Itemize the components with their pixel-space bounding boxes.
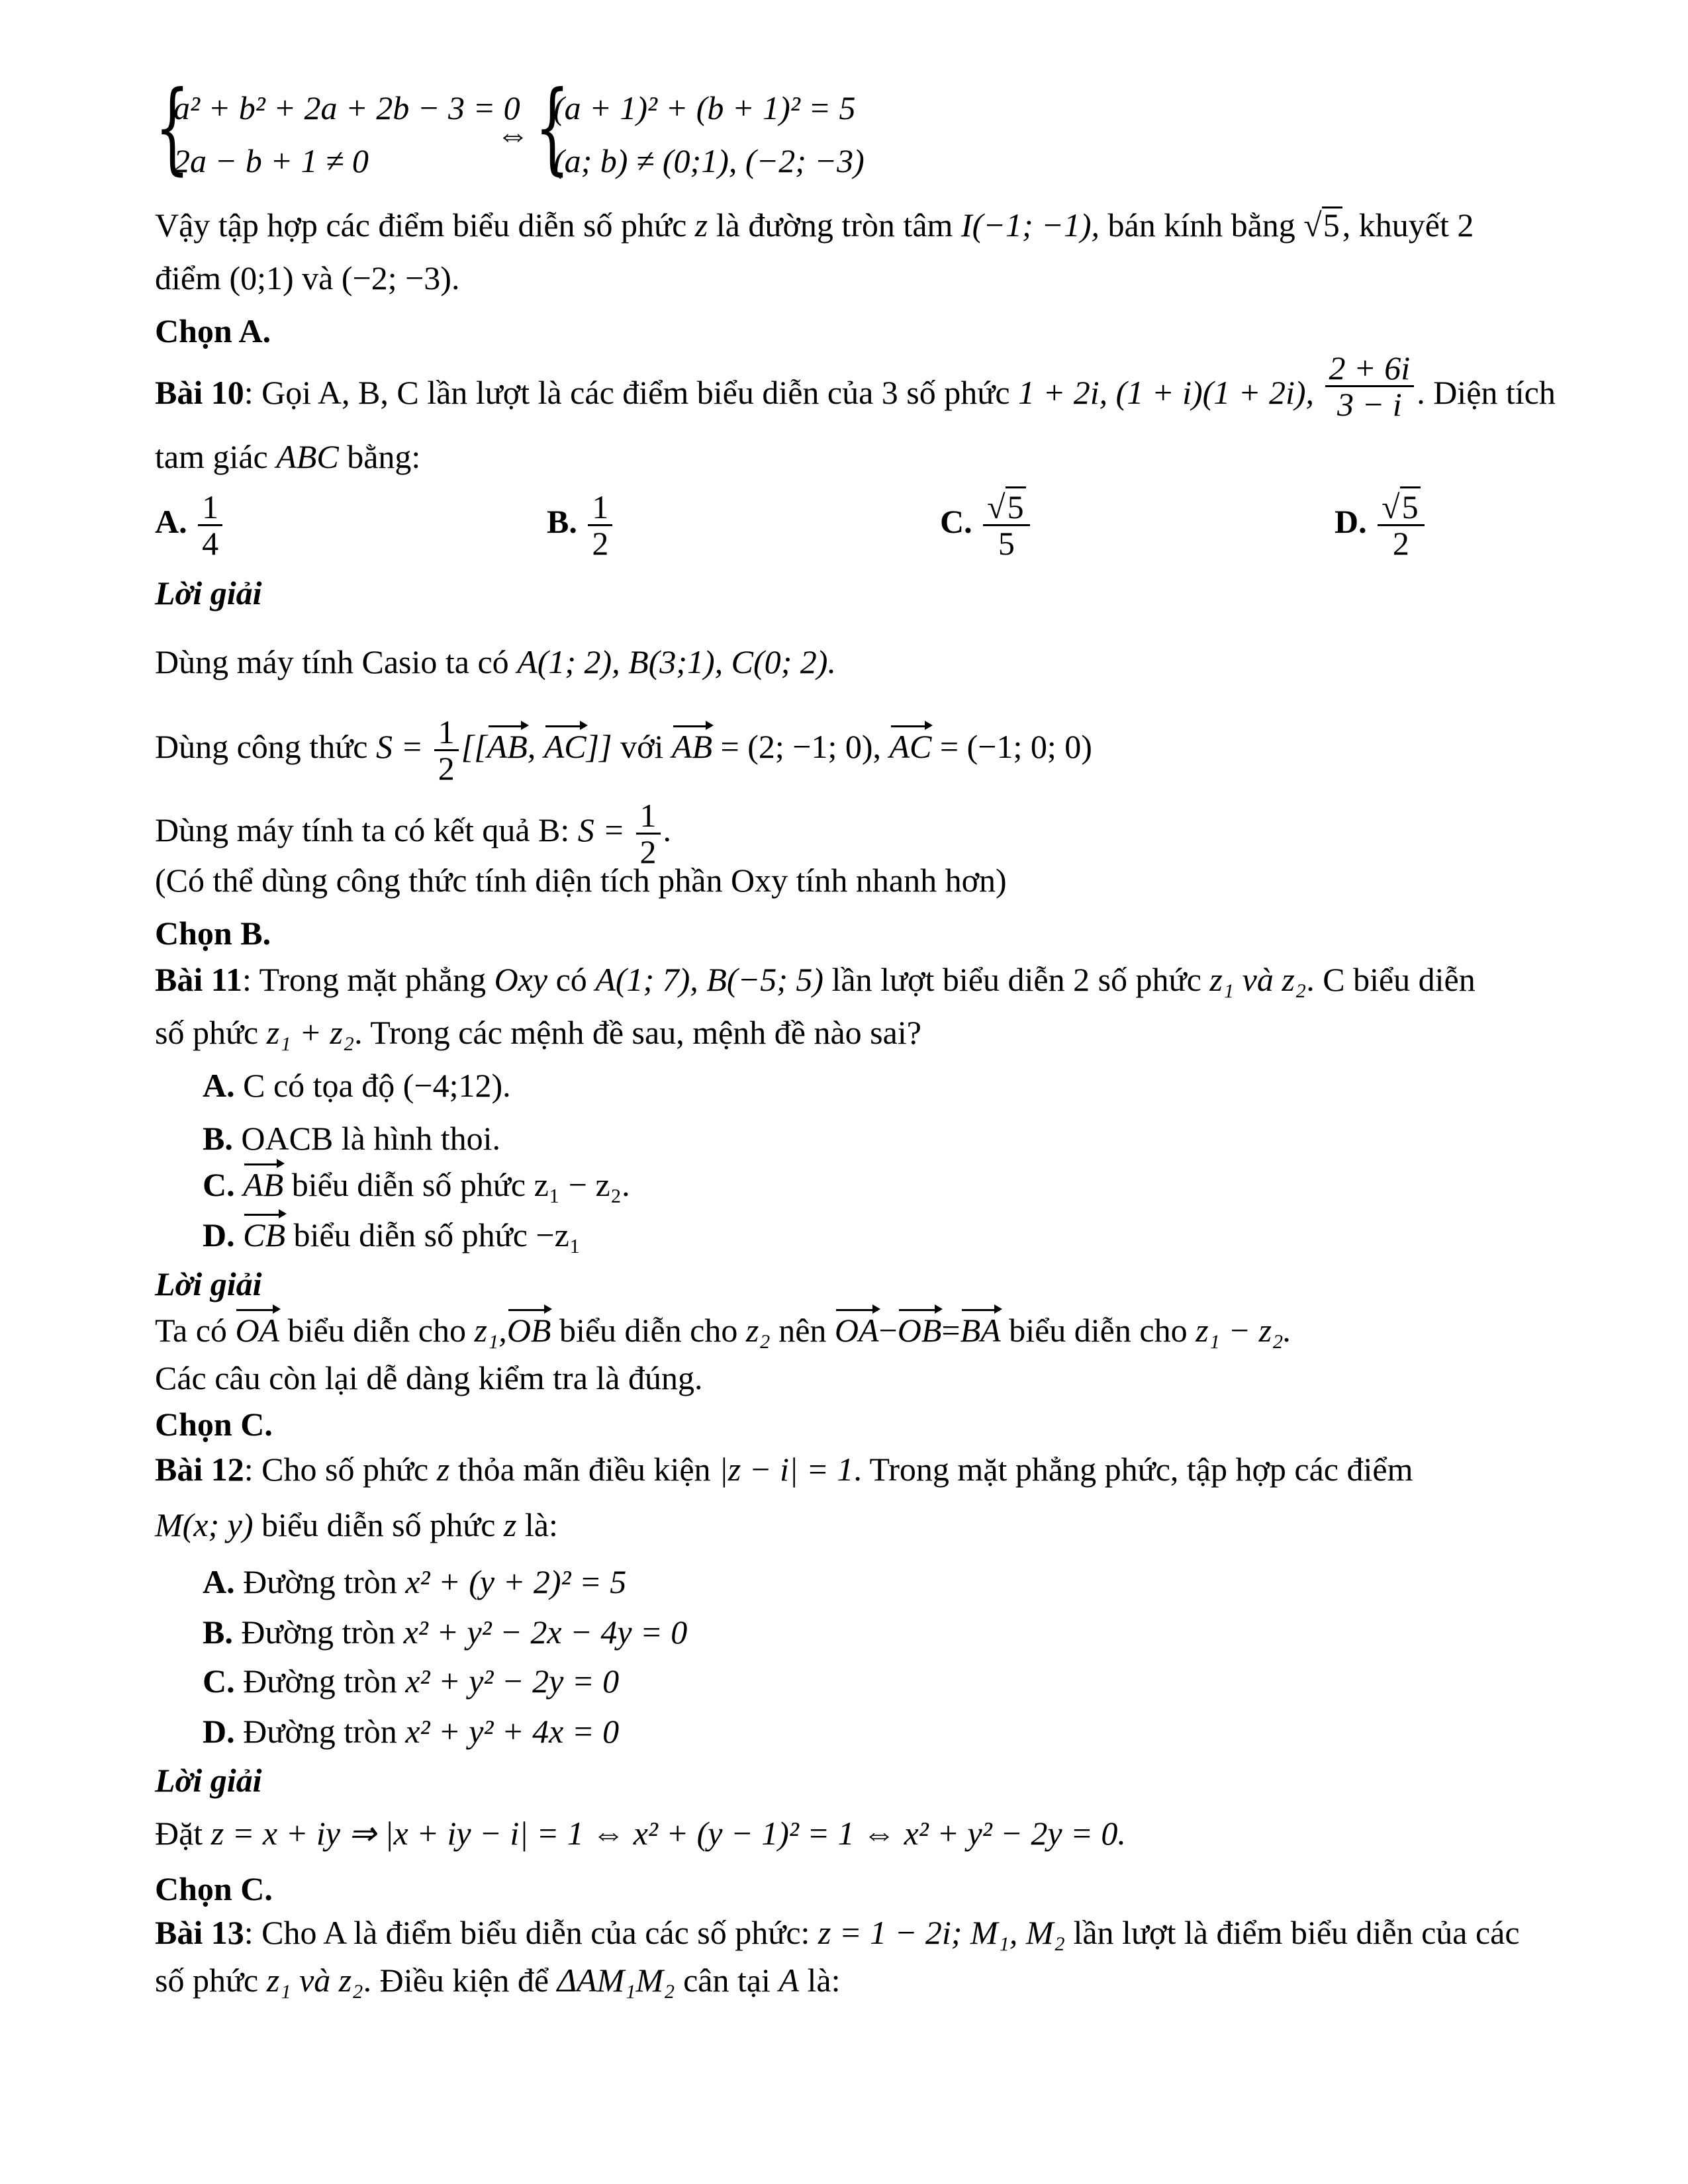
bai13-label: Bài 13 [155, 1914, 244, 1951]
bai10-option-d: D. $\frac{√5}{2}$ [1335, 490, 1427, 561]
choice-answer: Chọn C. [155, 1406, 273, 1443]
system2-line2: (a; b) ≠ (0;1), (−2; −3) [553, 142, 865, 179]
system2-line1: (a + 1)² + (b + 1)² = 5 [553, 89, 856, 126]
bai12-option-a: A. Đường tròn x² + (y + 2)² = 5 [203, 1563, 627, 1600]
equivalence-symbol: ⇔ [496, 116, 530, 153]
bai10-option-b: B. $\frac{1}{2}$ [547, 490, 615, 561]
bai10-solution-line3: Dùng máy tính ta có kết quả B: S = $\frac{1}{2}$ . [155, 797, 672, 870]
bai13-question-line2: số phức z₁ và z₂. Điều kiện để ΔAM₁M₂ cân tại A là: [155, 1962, 841, 1999]
bai11-option-c: C. AB biểu diễn số phức z₁ − z₂. [203, 1166, 630, 1203]
system1-line1: a² + b² + 2a + 2b − 3 = 0 [173, 89, 520, 126]
bai12-option-c: C. Đường tròn x² + y² − 2y = 0 [203, 1662, 620, 1700]
choice-answer: Chọn C. [155, 1870, 273, 1907]
bai11-option-b: B. OACB là hình thoi. [203, 1120, 501, 1157]
bai11-question-line2: số phức z₁ + z₂. Trong các mệnh đề sau, mệnh đề nào sai? [155, 1014, 921, 1051]
bai11-option-d: D. CB biểu diễn số phức −z₁ [203, 1216, 581, 1253]
bai12-question-line1: Bài 12: Cho số phức z thỏa mãn điều kiện |z − i| = 1. Trong mặt phẳng phức, tập hợp các điểm [155, 1451, 1413, 1488]
bai12-question-line2: M(x; y) biểu diễn số phức z là: [155, 1506, 558, 1543]
solution-heading: Lời giải [155, 1265, 262, 1302]
solution-heading: Lời giải [155, 1762, 262, 1799]
bai10-option-a: A. $\frac{1}{4}$ [155, 490, 225, 561]
bai10-question-line2: tam giác ABC bằng: [155, 438, 421, 475]
sqrt-symbol: √5 [1303, 205, 1342, 245]
bai11-solution-line1: Ta có OA biểu diễn cho z₁,OB biểu diễn cho z₂ nên OA−OB=BA biểu diễn cho z₁ − z₂. [155, 1312, 1291, 1349]
bai11-question-line1: Bài 11: Trong mặt phẳng Oxy có A(1; 7), B(−5; 5) lần lượt biểu diễn 2 số phức z₁ và z₂. C biểu diễn [155, 961, 1476, 998]
choice-answer: Chọn B. [155, 915, 271, 952]
system1-line2: 2a − b + 1 ≠ 0 [173, 142, 369, 179]
conclusion-line2: điểm (0;1) và (−2; −3). [155, 259, 460, 296]
left-brace: { [155, 70, 190, 185]
choice-answer: Chọn A. [155, 312, 271, 349]
bai12-option-b: B. Đường tròn x² + y² − 2x − 4y = 0 [203, 1614, 688, 1651]
conclusion-line1: Vậy tập hợp các điểm biểu diễn số phức z là đường tròn tâm I(−1; −1), bán kính bằng √5, khuyết 2 [155, 206, 1474, 244]
bai10-solution-line1: Dùng máy tính Casio ta có A(1; 2), B(3;1), C(0; 2). [155, 643, 836, 680]
bai13-question-line1: Bài 13: Cho A là điểm biểu diễn của các số phức: z = 1 − 2i; M₁, M₂ lần lượt là điểm biểu diễn của các [155, 1914, 1520, 1951]
bai11-label: Bài 11 [155, 961, 242, 998]
bai10-solution-line4: (Có thể dùng công thức tính diện tích phần Oxy tính nhanh hơn) [155, 862, 1007, 899]
bai10-label: Bài 10 [155, 373, 244, 411]
left-brace: { [535, 70, 570, 185]
bai10-question-line1: Bài 10: Gọi A, B, C lần lượt là các điểm biểu diễn của 3 số phức 1 + 2i, (1 + i)(1 + 2i), $\frac{2 + 6i}{3 - i}$ . Diện tích [155, 349, 1556, 423]
bai10-option-c: C. $\frac{√5}{5}$ [940, 490, 1033, 561]
bai12-solution-line: Đặt z = x + iy ⇒ |x + iy − i| = 1 ⇔ x² + (y − 1)² = 1 ⇔ x² + y² − 2y = 0. [155, 1815, 1126, 1852]
bai12-option-d: D. Đường tròn x² + y² + 4x = 0 [203, 1713, 620, 1750]
bai11-solution-line2: Các câu còn lại dễ dàng kiểm tra là đúng. [155, 1359, 703, 1396]
bai11-option-a: A. C có tọa độ (−4;12). [203, 1067, 511, 1104]
bai12-label: Bài 12 [155, 1451, 244, 1488]
solution-heading: Lời giải [155, 574, 262, 612]
bai10-solution-line2: Dùng công thức S = $\frac{1}{2}$ [[AB, AC]] với AB = (2; −1; 0), AC = (−1; 0; 0) [155, 713, 1092, 787]
